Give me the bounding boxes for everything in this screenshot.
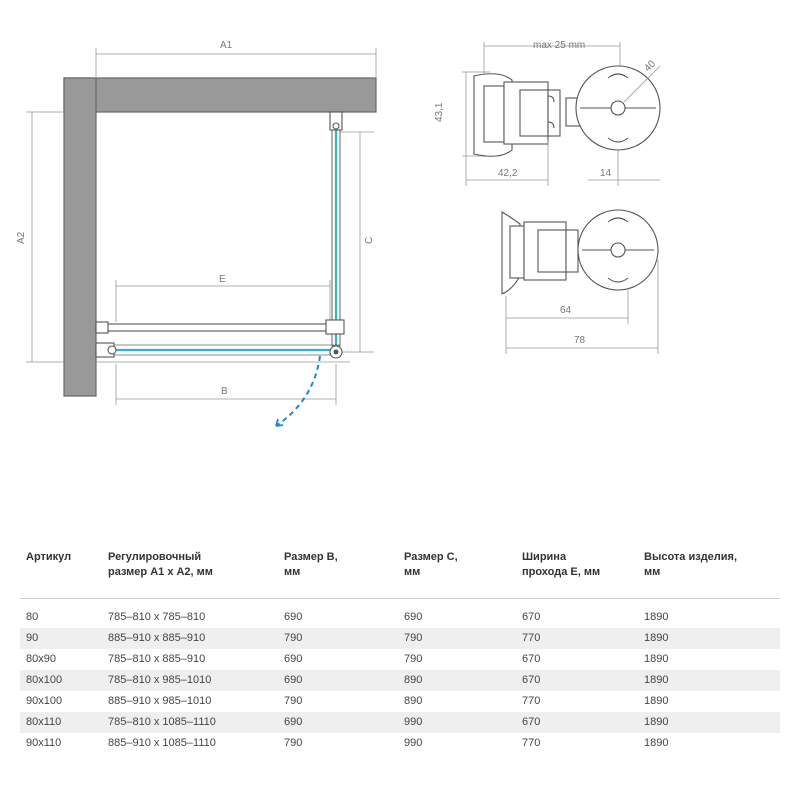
label-14: 14	[600, 168, 612, 179]
label-78: 78	[574, 335, 586, 346]
side-wall	[64, 78, 96, 396]
cell-height: 1890	[644, 716, 669, 728]
label-e: E	[219, 274, 226, 285]
cell-size-c: 690	[404, 611, 423, 623]
label-a2: A2	[16, 231, 27, 244]
stabilizer-bar	[96, 324, 332, 331]
cell-article: 80x90	[26, 653, 56, 665]
cell-adjust-size: 885–910 х 1085–1110	[108, 737, 216, 749]
cell-size-b: 790	[284, 695, 303, 707]
cell-height: 1890	[644, 674, 669, 686]
cell-adjust-size: 885–910 х 985–1010	[108, 695, 212, 707]
label-a1: A1	[220, 40, 233, 51]
cell-adjust-size: 785–810 х 985–1010	[108, 674, 212, 686]
header-size-b: Размер B, мм	[284, 551, 338, 578]
cell-size-c: 890	[404, 674, 423, 686]
header-article: Артикул	[26, 551, 72, 563]
cell-size-b: 790	[284, 737, 303, 749]
cell-passage-width: 670	[522, 653, 541, 665]
cell-size-c: 790	[404, 632, 423, 644]
cell-size-b: 690	[284, 674, 303, 686]
cell-size-c: 790	[404, 653, 423, 665]
label-43-1: 43,1	[434, 102, 445, 122]
cell-height: 1890	[644, 611, 669, 623]
cell-passage-width: 670	[522, 611, 541, 623]
label-b: B	[221, 386, 228, 397]
label-40: 40	[642, 58, 658, 75]
cell-height: 1890	[644, 695, 669, 707]
table-row	[20, 607, 780, 628]
profile-bottom	[502, 210, 658, 354]
cell-size-b: 690	[284, 653, 303, 665]
cell-size-c: 990	[404, 716, 423, 728]
cell-article: 80x110	[26, 716, 62, 728]
table-header	[20, 540, 780, 599]
cell-height: 1890	[644, 632, 669, 644]
specification-table	[20, 540, 780, 754]
table-row	[20, 733, 780, 754]
header-height: Высота изделия, мм	[644, 551, 738, 578]
cell-size-b: 690	[284, 716, 303, 728]
cell-passage-width: 670	[522, 674, 541, 686]
table-row	[20, 649, 780, 670]
cell-article: 90	[26, 632, 39, 644]
cell-passage-width: 770	[522, 737, 541, 749]
cell-size-c: 890	[404, 695, 423, 707]
cell-adjust-size: 785–810 х 1085–1110	[108, 716, 216, 728]
profile-top	[434, 40, 660, 186]
cell-adjust-size: 785–810 х 885–910	[108, 653, 206, 665]
cell-article: 90x100	[26, 695, 63, 707]
back-wall	[64, 78, 376, 112]
label-max25: max 25 mm	[533, 40, 586, 51]
header-size-c: Размер C, мм	[404, 551, 458, 578]
cell-adjust-size: 885–910 х 885–910	[108, 632, 206, 644]
label-42-2: 42,2	[498, 168, 518, 179]
cell-article: 90x110	[26, 737, 62, 749]
cell-size-b: 690	[284, 611, 303, 623]
table-row	[20, 670, 780, 691]
header-passage-width: Ширина прохода E, мм	[522, 551, 601, 578]
cell-adjust-size: 785–810 х 785–810	[108, 611, 206, 623]
cell-passage-width: 770	[522, 695, 541, 707]
header-adjust-size: Регулировочный размер А1 х А2, мм	[108, 551, 213, 578]
cell-passage-width: 670	[522, 716, 541, 728]
cell-passage-width: 770	[522, 632, 541, 644]
cell-article: 80x100	[26, 674, 63, 686]
cell-size-b: 790	[284, 632, 303, 644]
door-swing-arc	[276, 356, 320, 426]
table-row	[20, 691, 780, 712]
plan-view	[16, 40, 376, 426]
label-64: 64	[560, 305, 572, 316]
label-c: C	[364, 236, 375, 244]
table-body	[20, 607, 780, 754]
cell-height: 1890	[644, 653, 669, 665]
cell-article: 80	[26, 611, 39, 623]
table-row	[20, 712, 780, 733]
table-row	[20, 628, 780, 649]
cell-size-c: 990	[404, 737, 423, 749]
cell-height: 1890	[644, 737, 669, 749]
